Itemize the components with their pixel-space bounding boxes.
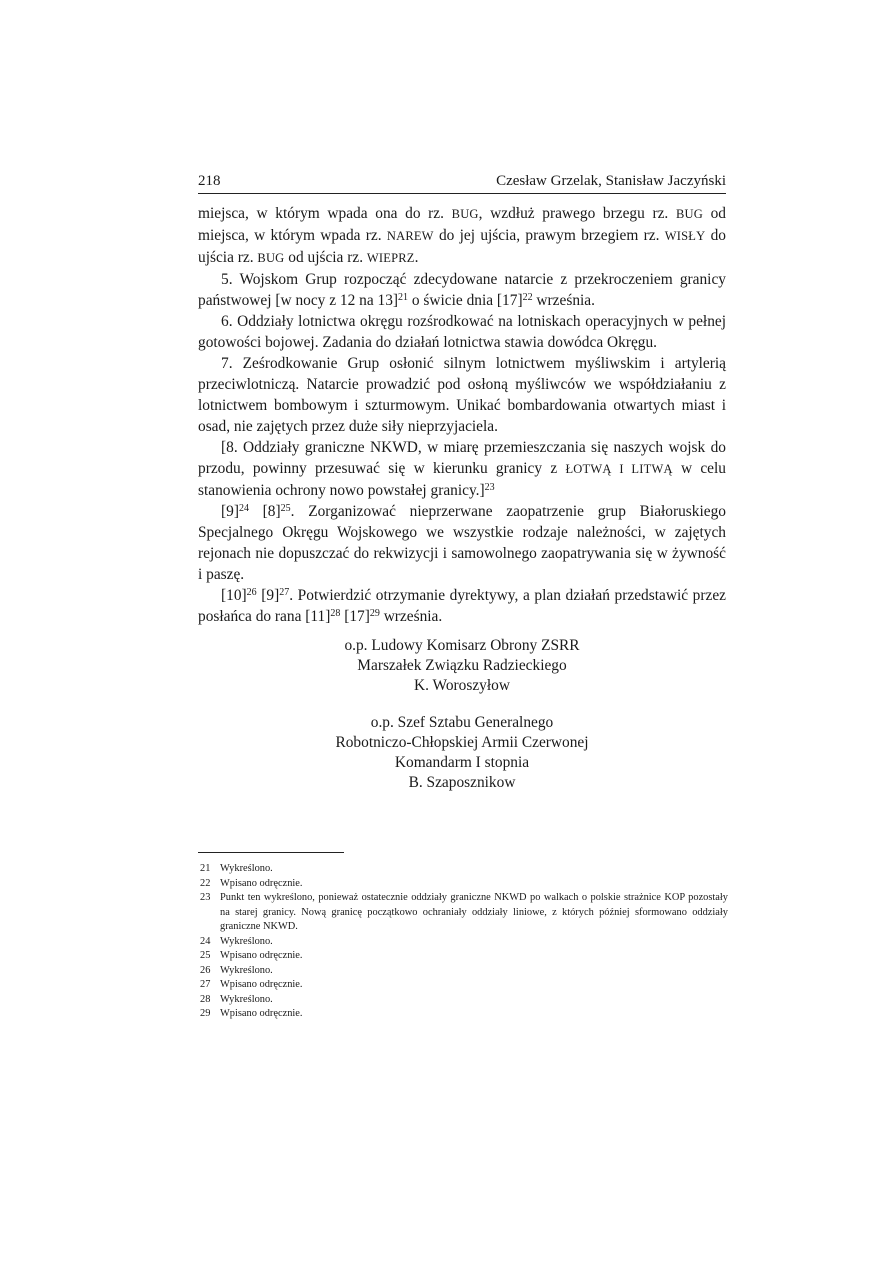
text-run: września. — [532, 292, 595, 309]
footnote-ref: 22 — [522, 292, 533, 303]
text-run: [9] — [221, 503, 239, 520]
text-run: września. — [379, 608, 443, 625]
header-authors: Czesław Grzelak, Stanisław Jaczyński — [496, 173, 726, 189]
footnote-ref: 21 — [398, 292, 409, 303]
text-run: . Potwierdzić otrzymanie dyrektywy, a plan działań przedstawić przez posłańca do rana [11] — [198, 587, 726, 625]
footnote — [198, 949, 728, 964]
text-run: o świcie dnia [17] — [408, 292, 523, 309]
footnote-number: 26 — [200, 964, 211, 976]
footnote-number: 21 — [200, 863, 211, 874]
text-run: [17] — [340, 608, 370, 625]
footnote-number: 25 — [200, 950, 211, 961]
place-name: WISŁY — [664, 229, 706, 243]
footnote-number: 23 — [200, 892, 211, 903]
footnote-number: 29 — [200, 1008, 211, 1019]
text-run: [10] — [221, 587, 247, 604]
text-run: [9] — [256, 587, 280, 604]
footnote-number: 24 — [200, 935, 211, 947]
footnote-number: 28 — [200, 993, 211, 1005]
text-run: od miejsca, w którym wpada rz. — [198, 205, 726, 244]
text-run: do jej ujścia, prawym brzegiem rz. — [433, 227, 665, 244]
text-run: 5. Wojskom Grup rozpocząć zdecydowane natarcie z przekroczeniem granicy państwowej [w nocy z 12 na 13] — [198, 271, 726, 309]
footnote-ref: 29 — [369, 608, 380, 619]
signature-line: o.p. Szef Sztabu Generalnego — [370, 714, 554, 731]
place-name: BUG — [257, 251, 285, 265]
text-run: . Zorganizować nieprzerwane zaopatrzenie grup Białoruskiego Specjalnego Okręgu Wojskowego we wszystkie rodzaje należności, w zajętych rejonach nie dopuszczać do rekwizycji i samowolnego zaopatrywania się w żywność i paszę. — [198, 503, 726, 583]
text-run: miejsca, w którym wpada ona do rz. — [198, 205, 452, 222]
footnote-text: Wpisano odręcznie. — [220, 1008, 303, 1019]
footnote — [198, 877, 728, 892]
footnote — [198, 935, 728, 950]
running-header — [198, 172, 726, 190]
paragraph-5 — [198, 269, 726, 311]
text-run: w celu stanowienia ochrony nowo powstałej granicy.] — [198, 460, 726, 499]
paragraph-8 — [198, 437, 726, 501]
signature-line: o.p. Ludowy Komisarz Obrony ZSRR — [344, 637, 580, 654]
text-run: [8] — [248, 503, 281, 520]
footnote-ref: 28 — [330, 608, 341, 619]
footnote — [198, 1007, 728, 1022]
text-run: . — [414, 249, 419, 266]
text-run: [8. Oddziały graniczne NKWD, w miarę przemieszczania się naszych wojsk do przodu, powinny przesuwać się w kierunku granicy z — [198, 439, 726, 477]
text-run: od ujścia rz. — [284, 249, 367, 266]
place-name: WIEPRZ — [366, 251, 415, 265]
header-rule — [198, 193, 726, 194]
main-text — [198, 203, 726, 627]
footnote-text: Wykreślono. — [220, 964, 273, 976]
signature-block-chief-of-staff — [198, 713, 726, 793]
footnote-ref: 25 — [280, 503, 291, 514]
footnote-ref: 24 — [238, 503, 249, 514]
footnote-ref: 26 — [246, 587, 257, 598]
paragraph-continuation — [198, 203, 726, 269]
paragraph-7: 7. Ześrodkowanie Grup osłonić silnym lotnictwem myśliwskim i artylerią przeciwlotniczą. Natarcie prowadzić pod osłoną myśliwców we współdziałaniu z lotnictwem bombowym i szturmowym. Unikać bombardowania otwartych miast i osad, nie zajętych przez duże siły nieprzyjaciela. — [198, 355, 726, 435]
footnote-text: Wykreślono. — [220, 863, 273, 874]
signature-line: Komandarm I stopnia — [394, 754, 530, 771]
footnotes — [198, 862, 728, 1022]
place-name: BUG — [675, 207, 703, 221]
footnote — [198, 993, 728, 1008]
footnote-number: 27 — [200, 979, 211, 990]
signature-line: Marszałek Związku Radzieckiego — [357, 657, 567, 674]
place-name: NAREW — [386, 229, 434, 243]
footnote — [198, 964, 728, 979]
footnote — [198, 862, 728, 877]
place-name: BUG — [451, 207, 479, 221]
footnote-ref: 23 — [484, 482, 495, 493]
footnote-ref: 27 — [279, 587, 290, 598]
footnote-text: Wykreślono. — [220, 935, 273, 947]
paragraph-9 — [198, 501, 726, 585]
signature-line: K. Woroszyłow — [414, 677, 510, 694]
footnote-text: Wykreślono. — [220, 993, 273, 1005]
footnote-rule — [198, 852, 344, 853]
paragraph-10 — [198, 585, 726, 627]
footnote — [198, 891, 728, 935]
footnote-text: Wpisano odręcznie. — [220, 979, 303, 990]
signature-line: Robotniczo-Chłopskiej Armii Czerwonej — [335, 734, 589, 751]
page-number: 218 — [198, 173, 221, 189]
signature-block-commissar — [198, 636, 726, 696]
footnote-text: Wpisano odręcznie. — [220, 877, 303, 889]
signature-line: B. Szaposznikow — [408, 774, 516, 791]
place-name: ŁOTWĄ I LITWĄ — [565, 462, 673, 476]
footnote-text: Punkt ten wykreślono, ponieważ ostatecznie oddziały graniczne NKWD po walkach o polskie strażnice KOP pozostały na starej granicy. Nową granicę początkowo ochraniały oddziały liniowe, z których później sformowano oddziały graniczne NKWD. — [220, 892, 728, 932]
paragraph-6: 6. Oddziały lotnictwa okręgu rozśrodkować na lotniskach operacyjnych w pełnej gotowości bojowej. Zadania do działań lotnictwa stawia dowódca Okręgu. — [198, 313, 726, 351]
footnote-text: Wpisano odręcznie. — [220, 950, 303, 961]
text-run: , wzdłuż prawego brzegu rz. — [478, 205, 676, 222]
footnote-number: 22 — [200, 877, 211, 889]
footnote — [198, 978, 728, 993]
text-run: do ujścia rz. — [198, 227, 726, 266]
